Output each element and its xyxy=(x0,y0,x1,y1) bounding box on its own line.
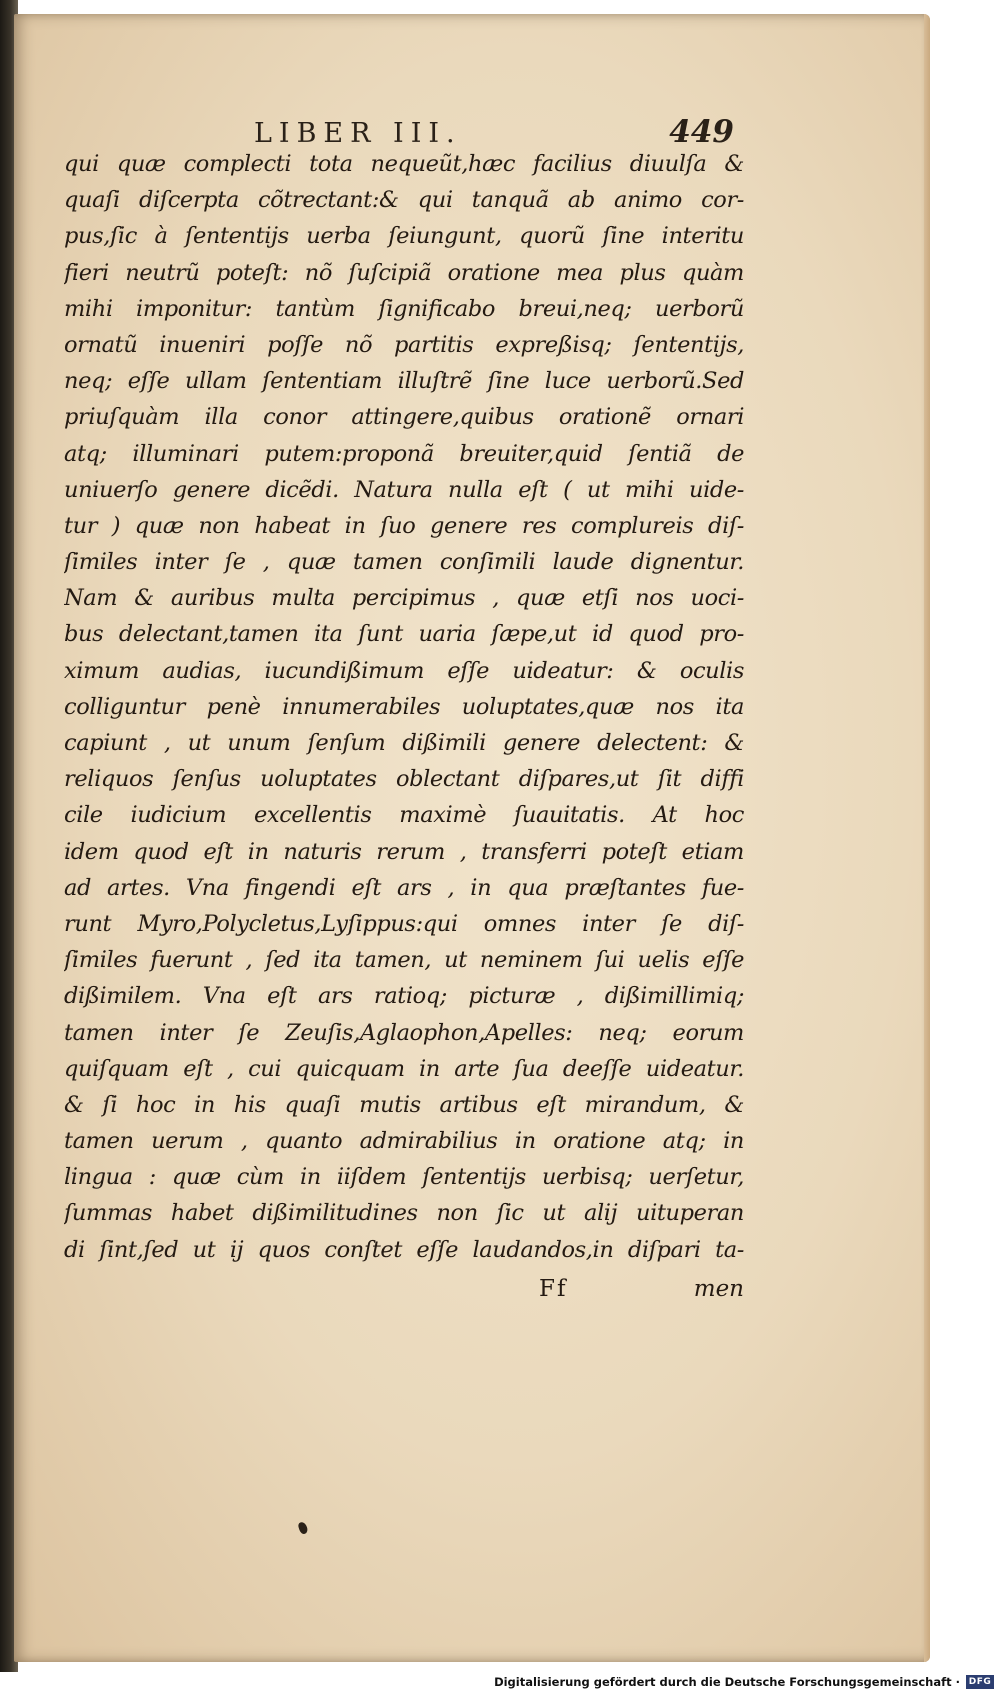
text-line: pus,ſic à ſententijs uerba ſeiungunt, quorũ ſine interitu xyxy=(64,223,744,250)
text-line: cile iudicium excellentis maximè ſuauitatis. At hoc xyxy=(64,802,744,829)
text-line: tamen uerum , quanto admirabilius in oratione atq; in xyxy=(64,1128,744,1155)
text-line: priuſquàm illa conor attingere,quibus orationẽ ornari xyxy=(64,404,744,431)
text-line: capiunt , ut unum ſenſum dißimili genere delectent: & xyxy=(64,730,744,756)
text-line: fieri neutrũ poteſt: nõ ſuſcipiã oratione mea plus quàm xyxy=(64,259,744,286)
text-line: tur ) quæ non habeat in ſuo genere res complureis diſ- xyxy=(64,512,744,539)
text-line: mihi imponitur: tantùm ſignificabo breui,neq; uerborũ xyxy=(64,295,744,322)
text-line: neq; eſſe ullam ſententiam illuſtrẽ ſine luce uerborũ.Sed xyxy=(64,368,744,395)
text-line: ad artes. Vna fingendi eſt ars , in qua præſtantes fue- xyxy=(64,874,744,901)
body-text xyxy=(64,146,744,1268)
text-line: quaſi diſcerpta cõtrectant:& qui tanquã ab animo cor- xyxy=(64,187,744,214)
digitization-footer xyxy=(0,1672,1000,1693)
text-line: ſimiles fuerunt , ſed ita tamen, ut neminem ſui uelis eſſe xyxy=(64,947,744,974)
text-line: di ſint,ſed ut ij quos conſtet eſſe laudandos,in diſpari ta- xyxy=(64,1236,744,1263)
text-line: lingua : quæ cùm in iiſdem ſententijs uerbisq; uerſetur, xyxy=(64,1164,744,1191)
text-line: uniuerſo genere dicẽdi. Natura nulla eſt ( ut mihi uide- xyxy=(64,476,744,503)
catchword: men xyxy=(693,1276,744,1302)
text-line: ſummas habet dißimilitudines non ſic ut alij uituperan xyxy=(64,1200,744,1227)
text-line: tamen inter ſe Zeuſis,Aglaophon,Apelles: neq; eorum xyxy=(64,1019,744,1046)
text-line: bus delectant,tamen ita ſunt uaria ſæpe,ut id quod pro- xyxy=(64,621,744,648)
text-line: Nam & auribus multa percipimus , quæ etſi nos uoci- xyxy=(64,585,744,612)
text-line: qui quæ complecti tota nequeũt,hæc facilius diuulſa & xyxy=(64,151,744,177)
book-page xyxy=(14,14,930,1662)
text-line: & ſi hoc in his quaſi mutis artibus eſt mirandum, & xyxy=(64,1091,744,1118)
signature-mark: Ff xyxy=(539,1276,568,1302)
signature-line xyxy=(64,1276,744,1312)
text-line: ornatũ inueniri poſſe nõ partitis expreßisq; ſententijs, xyxy=(64,331,744,358)
text-line: colliguntur penè innumerabiles uoluptates,quæ nos ita xyxy=(64,693,744,720)
running-title: LIBER III. xyxy=(254,118,462,149)
text-line: reliquos ſenſus uoluptates oblectant diſpares,ut ſit diffi xyxy=(64,766,744,793)
page-number: 449 xyxy=(669,114,734,150)
text-line: atq; illuminari putem:proponã breuiter,quid ſentiã de xyxy=(64,440,744,467)
page-edge xyxy=(924,14,930,1662)
text-line: quiſquam eſt , cui quicquam in arte ſua deeſſe uideatur. xyxy=(64,1055,744,1082)
ink-speck xyxy=(297,1521,308,1535)
digitization-credit: Digitalisierung gefördert durch die Deutsche Forschungsgemeinschaft · xyxy=(494,1675,960,1689)
text-line: ximum audias, iucundißimum eſſe uideatur: & oculis xyxy=(64,657,744,684)
dfg-logo-icon: DFG xyxy=(966,1675,994,1689)
text-line: idem quod eſt in naturis rerum , transferri poteſt etiam xyxy=(64,838,744,865)
text-line: runt Myro,Polycletus,Lyſippus:qui omnes inter ſe diſ- xyxy=(64,910,744,937)
text-line: ſimiles inter ſe , quæ tamen conſimili laude dignentur. xyxy=(64,549,744,576)
text-line: dißimilem. Vna eſt ars ratioq; picturæ , dißimillimiq; xyxy=(64,983,744,1010)
